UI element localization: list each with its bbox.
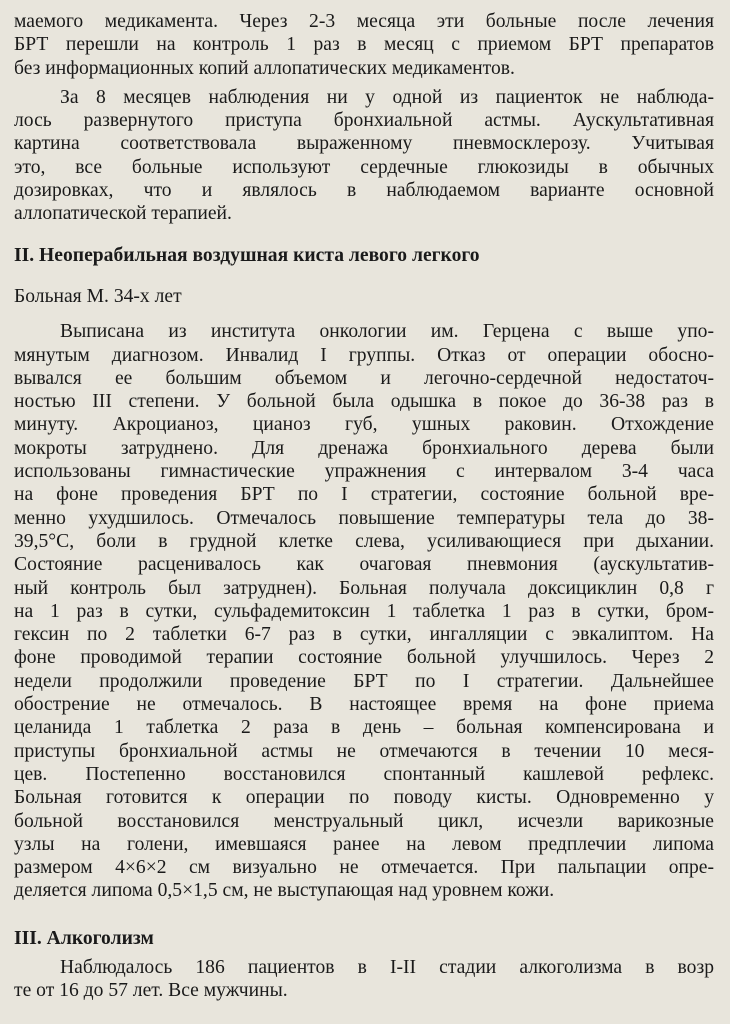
text-line: целанида 1 таблетка 2 раза в день – больная компенсирована и — [14, 717, 714, 739]
paragraph-continuation — [14, 10, 714, 80]
text-line: маемого медикамента. Через 2-3 месяца эти больные после лечения — [14, 11, 714, 32]
text-line: без информационных копий аллопатических медикаментов. — [14, 57, 515, 79]
text-line: мянутым диагнозом. Инвалид I группы. Отказ от операции обосно- — [14, 344, 714, 366]
text-line: обострение не отмечалось. В настоящее время на фоне приема — [14, 694, 714, 716]
paragraph-case-history — [14, 320, 714, 902]
section-heading-2: II. Неоперабильная воздушная киста левого легкого — [14, 244, 480, 266]
text-line: на 1 раз в сутки, сульфадемитоксин 1 таблетка 1 раз в сутки, бром- — [14, 600, 714, 622]
paragraph-alcoholism — [14, 956, 714, 1003]
text-line: Выписана из института онкологии им. Герцена с выше упо- — [60, 321, 714, 343]
text-line: дозировках, что и являлось в наблюдаемом варианте основной — [14, 180, 714, 202]
text-line: те от 16 до 57 лет. Все мужчины. — [14, 980, 288, 1002]
text-line: деляется липома 0,5×1,5 см, не выступающая над уровнем кожи. — [14, 880, 555, 902]
text-line: это, все больные используют сердечные глюкозиды в обычных — [14, 156, 714, 178]
text-line: ностью III степени. У больной была одышка в покое до 36-38 раз в — [14, 391, 714, 413]
text-line: недели продолжили проведение БРТ по I стратегии. Дальнейшее — [14, 670, 714, 692]
text-line: цев. Постепенно восстановился спонтанный кашлевой рефлекс. — [14, 763, 714, 785]
text-line: Больная готовится к операции по поводу кисты. Одновременно у — [14, 787, 714, 809]
text-line: ный контроль был затруднен). Больная получала доксициклин 0,8 г — [14, 577, 714, 599]
text-line: минуту. Акроцианоз, цианоз губ, ушных раковин. Отхождение — [14, 414, 714, 436]
text-line: вывался ее большим объемом и легочно-сердечной недостаточ- — [14, 367, 714, 389]
patient-label: Больная М. 34-х лет — [14, 285, 182, 307]
text-line: лось развернутого приступа бронхиальной астмы. Аускультативная — [14, 110, 714, 132]
text-line: менно ухудшилось. Отмечалось повышение температуры тела до 38- — [14, 507, 714, 529]
text-line: больной восстановился менструальный цикл, исчезли варикозные — [14, 810, 714, 832]
text-line: Состояние расценивалось как очаговая пневмония (аускультатив- — [14, 554, 714, 576]
text-line: За 8 месяцев наблюдения ни у одной из пациенток не наблюда- — [60, 86, 714, 108]
text-line: на фоне проведения БРТ по I стратегии, состояние больной вре- — [14, 484, 714, 506]
text-line: Наблюдалось 186 пациентов в I-II стадии алкоголизма в возр — [60, 956, 714, 978]
text-line: использованы гимнастические упражнения с интервалом 3-4 часа — [14, 461, 714, 483]
section-heading-3: III. Алкоголизм — [14, 927, 154, 949]
text-line: узлы на голени, имевшаяся ранее на левом предплечии липома — [14, 833, 714, 855]
text-line: фоне проводимой терапии состояние больной улучшилось. Через 2 — [14, 647, 714, 669]
text-line: приступы бронхиальной астмы не отмечаются в течении 10 меся- — [14, 740, 714, 762]
paragraph-observation — [14, 86, 714, 226]
text-line: гексин по 2 таблетки 6-7 раз в сутки, ингалляции с эвкалиптом. На — [14, 624, 714, 646]
text-line: аллопатической терапией. — [14, 203, 232, 225]
text-line: 39,5°С, боли в грудной клетке слева, усиливающиеся при дыхании. — [14, 530, 714, 552]
text-line: картина соответствовала выраженному пневмосклерозу. Учитывая — [14, 133, 714, 155]
text-line: мокроты затруднено. Для дренажа бронхиального дерева были — [14, 437, 714, 459]
text-line: БРТ перешли на контроль 1 раз в месяц с приемом БРТ препаратов — [14, 34, 714, 56]
text-line: размером 4×6×2 см визуально не отмечается. При пальпации опре- — [14, 857, 714, 879]
